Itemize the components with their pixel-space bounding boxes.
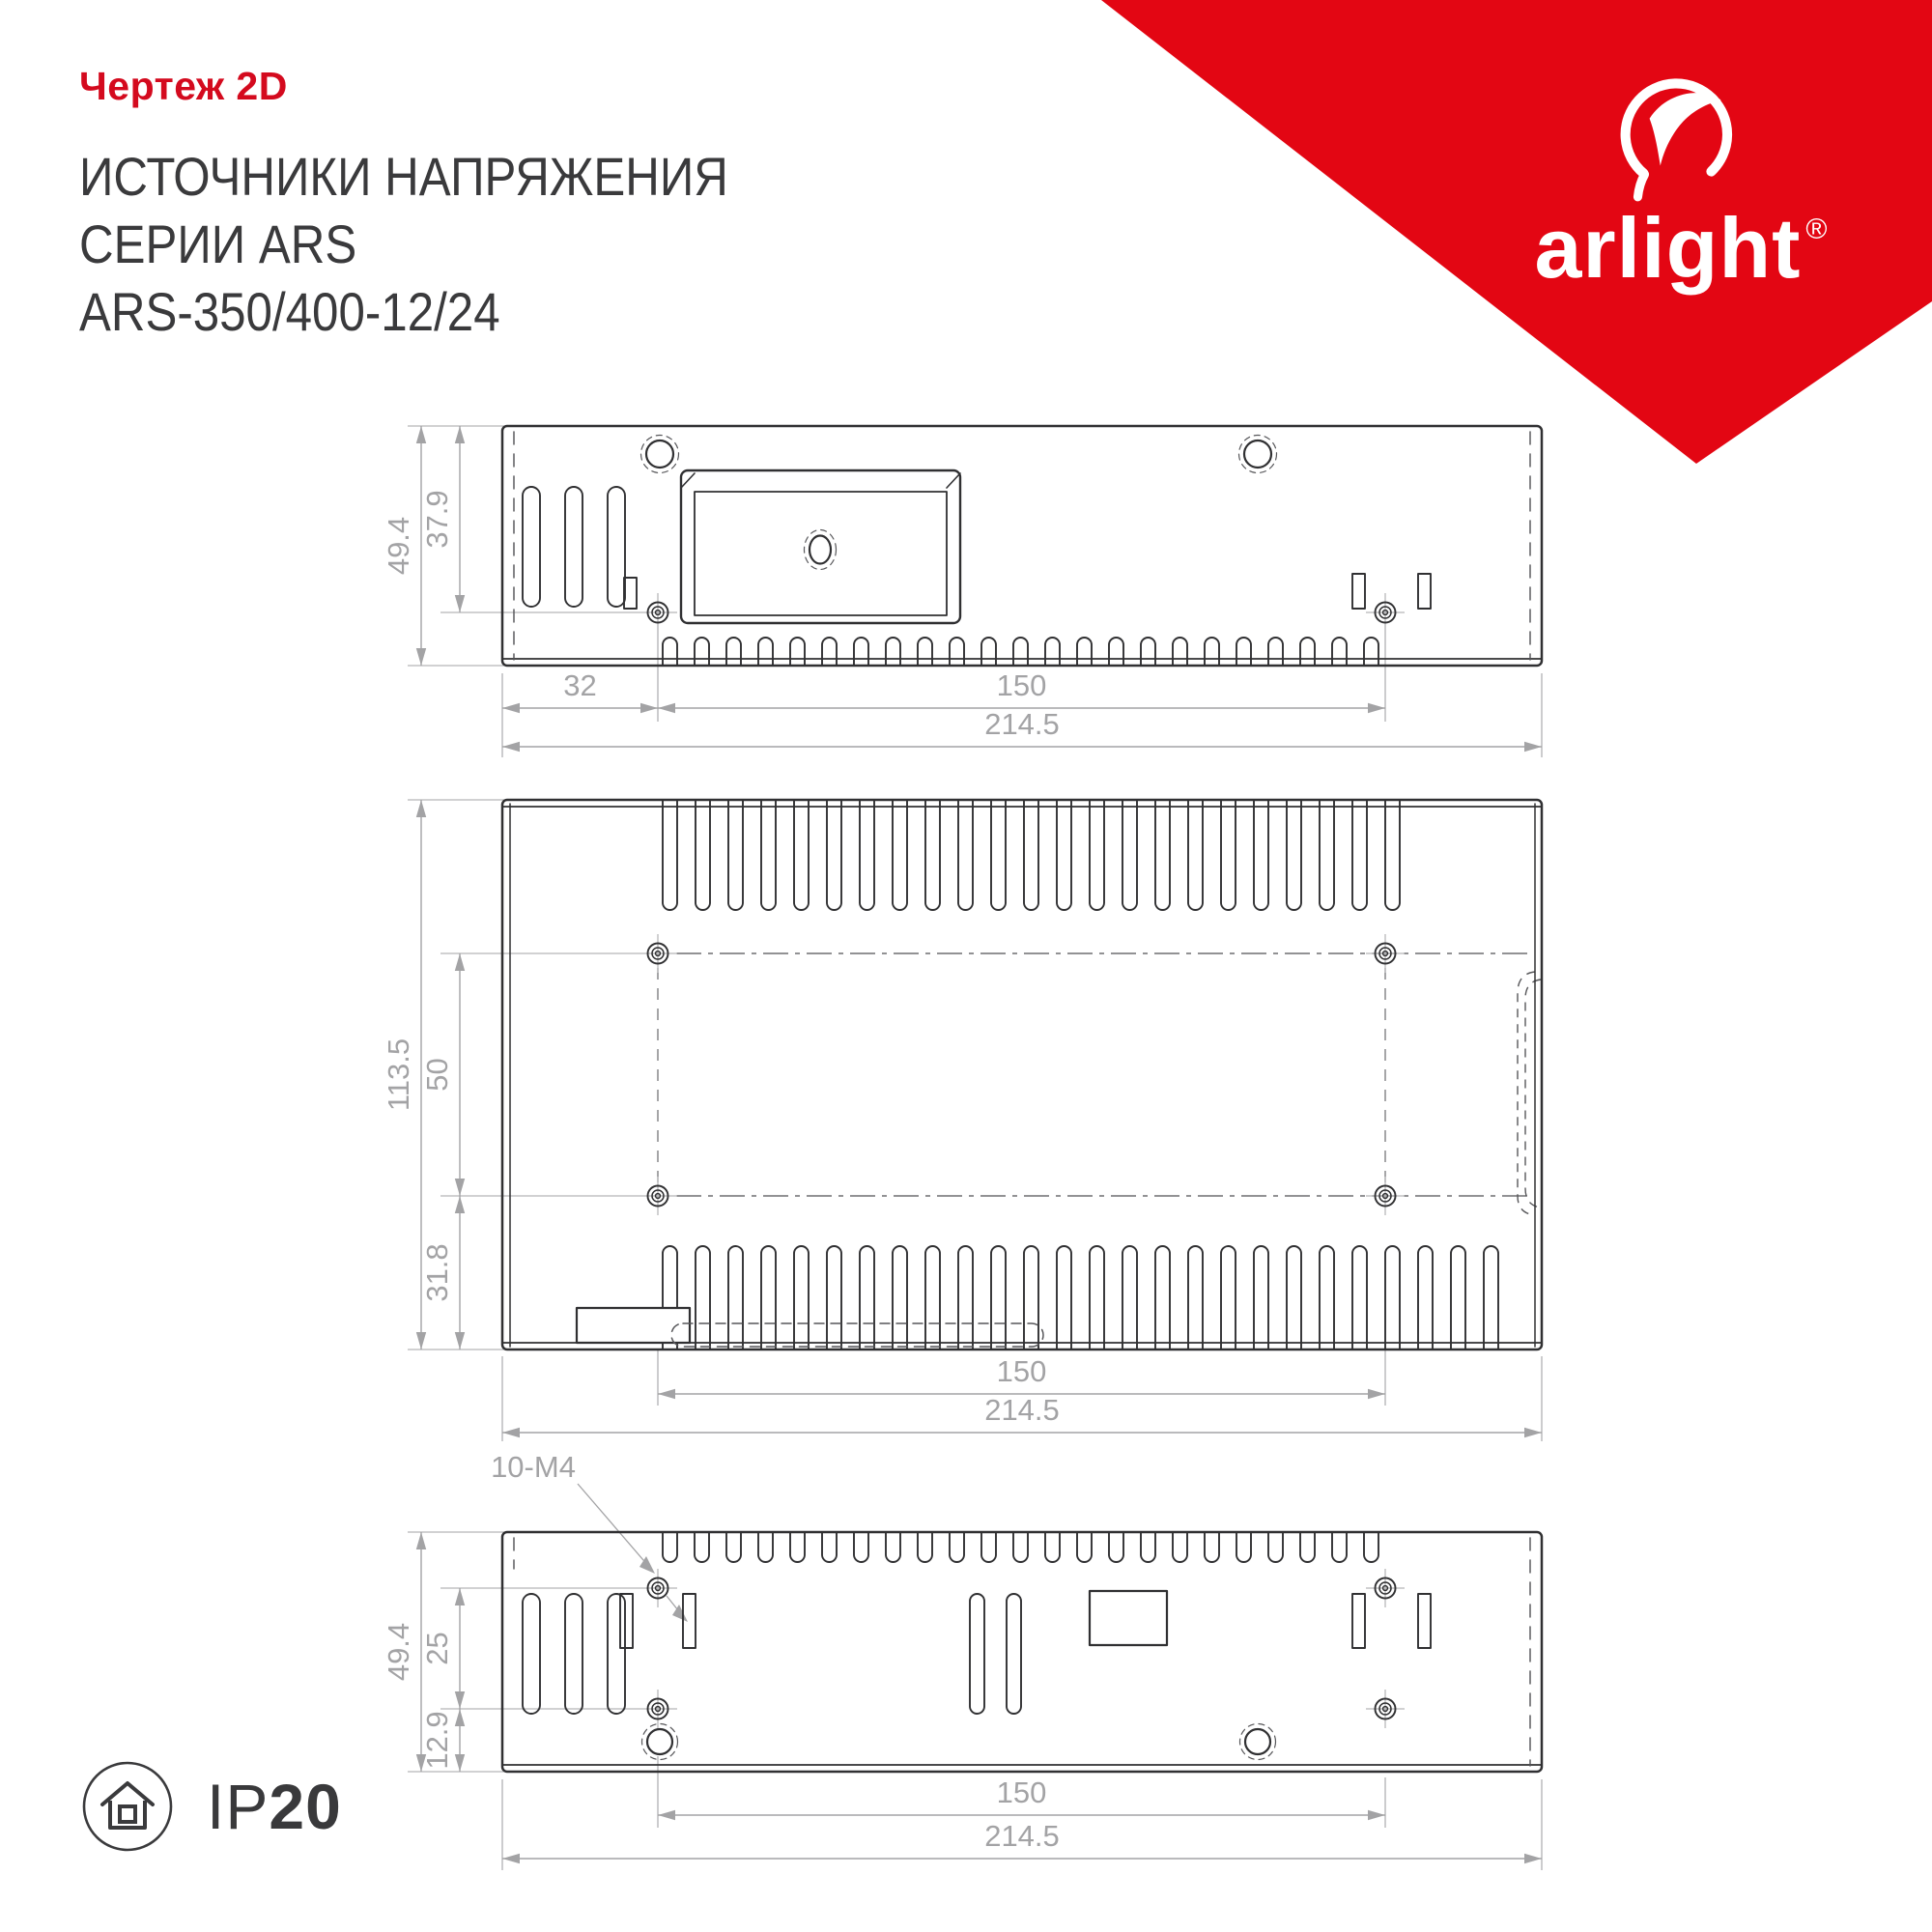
vent-slot [1109, 1533, 1123, 1562]
vent-slot [1109, 638, 1123, 665]
dim-top-height-outer: 49.4 [382, 516, 415, 576]
dim-bottom-hole-span: 150 [996, 1776, 1047, 1809]
vent-slot [726, 638, 741, 665]
vent-slot [1385, 801, 1400, 910]
mounting-hole [641, 436, 679, 473]
vent-slot [970, 1594, 984, 1714]
vent-slot [854, 1533, 868, 1562]
vent-slot [790, 638, 805, 665]
vent-slot [761, 1246, 776, 1349]
vent-slot [822, 638, 837, 665]
vent-slot [523, 1594, 540, 1714]
vent-slot [663, 801, 677, 910]
vent-slot [1418, 1246, 1433, 1349]
vent-slot [1057, 801, 1071, 910]
dim-front-width-total: 214.5 [984, 1393, 1060, 1427]
vent-slot [1221, 801, 1236, 910]
drawing-type-label: Чертеж 2D [79, 64, 288, 108]
vent-slot [1364, 638, 1378, 665]
vent-slot [991, 1246, 1006, 1349]
vent-slot [1188, 801, 1203, 910]
vent-slot [761, 801, 776, 910]
vent-slot [1205, 638, 1219, 665]
vent-slot [794, 801, 809, 910]
vent-slot [950, 638, 964, 665]
vent-slot [1188, 1246, 1203, 1349]
vent-slot [696, 801, 710, 910]
ip-rating-label [207, 1770, 342, 1843]
vent-slot [565, 1594, 582, 1714]
vent-slot [1122, 1246, 1137, 1349]
vent-slot [950, 1533, 964, 1562]
vent-slot [1352, 801, 1367, 910]
vent-slot [1155, 801, 1170, 910]
vent-slot [1173, 638, 1187, 665]
dim-top-offset-left: 32 [563, 668, 597, 702]
vent-slot [886, 1533, 900, 1562]
vent-slot [1320, 1246, 1334, 1349]
vent-slot [1077, 1533, 1092, 1562]
vent-slot [726, 1533, 741, 1562]
vent-slot [1254, 1246, 1268, 1349]
vent-slot [1300, 1533, 1315, 1562]
vent-slot [958, 801, 973, 910]
vent-slot [1045, 638, 1060, 665]
vent-slot [1090, 1246, 1104, 1349]
vent-slot [790, 1533, 805, 1562]
vent-slot [794, 1246, 809, 1349]
vent-slot [1013, 1533, 1028, 1562]
vent-slot [758, 1533, 773, 1562]
vent-slot [696, 1246, 710, 1349]
vent-slot [1205, 1533, 1219, 1562]
dim-top-hole-span: 150 [996, 668, 1047, 702]
vent-slot [822, 1533, 837, 1562]
mounting-hole [1240, 1724, 1276, 1760]
vent-slot [886, 638, 900, 665]
mounting-hole [642, 1724, 678, 1760]
vent-slot [1332, 638, 1347, 665]
brand-name: arlight [1534, 200, 1802, 296]
title-line-2: СЕРИИ ARS [79, 213, 357, 274]
vent-slot [1024, 801, 1038, 910]
dimension-linework [408, 426, 1542, 1870]
vent-slot [565, 487, 582, 607]
mounting-hole [1239, 436, 1277, 473]
dim-front-hole-span: 150 [996, 1354, 1047, 1388]
vent-slot [854, 638, 868, 665]
vent-slot [523, 487, 540, 607]
dim-bottom-height-outer: 49.4 [382, 1622, 415, 1682]
vent-slot [981, 638, 996, 665]
ip-value: 20 [269, 1771, 342, 1842]
dimension-labels [382, 490, 1060, 1853]
dim-front-offset-bottom: 31.8 [420, 1243, 454, 1302]
vent-slot [1236, 638, 1251, 665]
vent-slot [925, 801, 940, 910]
vent-slot [1122, 801, 1137, 910]
vent-slot [991, 801, 1006, 910]
vent-slot [1268, 638, 1283, 665]
vent-slot [663, 638, 677, 665]
vent-slot [608, 487, 625, 607]
dim-front-height-outer: 113.5 [382, 1037, 415, 1112]
vent-slot [1320, 801, 1334, 910]
vent-slot [918, 638, 932, 665]
vent-slot [1268, 1533, 1283, 1562]
vent-slot [1045, 1533, 1060, 1562]
title-line-1: ИСТОЧНИКИ НАПРЯЖЕНИЯ [79, 146, 728, 207]
vent-slot [1141, 638, 1155, 665]
thread-spec-label: 10-M4 [491, 1450, 576, 1484]
vent-slot [1352, 1246, 1367, 1349]
vent-slot [1385, 1246, 1400, 1349]
vent-slot [1077, 638, 1092, 665]
vent-slot [728, 1246, 743, 1349]
ip-rating-badge [81, 1760, 342, 1853]
vent-slot [893, 801, 907, 910]
vent-slot [1287, 1246, 1301, 1349]
vent-slot [1155, 1246, 1170, 1349]
vent-slot [1024, 1246, 1038, 1349]
vent-slot [1141, 1533, 1155, 1562]
vent-slot [958, 1246, 973, 1349]
vent-slot [1332, 1533, 1347, 1562]
vent-slot [1221, 1246, 1236, 1349]
vent-slot [1254, 801, 1268, 910]
vent-slot [893, 1246, 907, 1349]
vent-slot [827, 1246, 841, 1349]
vent-slot [695, 1533, 709, 1562]
vent-slot [1013, 638, 1028, 665]
vent-slot [918, 1533, 932, 1562]
dim-bottom-hole-span-vertical: 25 [420, 1632, 454, 1665]
dim-front-hole-span-vertical: 50 [420, 1058, 454, 1092]
ip-prefix: IP [207, 1771, 270, 1842]
dim-bottom-width-total: 214.5 [984, 1819, 1060, 1853]
vent-slot [663, 1533, 677, 1562]
vent-slot [695, 638, 709, 665]
vent-slot [608, 1594, 625, 1714]
vent-slot [1364, 1533, 1378, 1562]
vent-slot [758, 638, 773, 665]
vent-slot [1300, 638, 1315, 665]
vent-slot [728, 801, 743, 910]
vent-slot [1173, 1533, 1187, 1562]
vent-slot [1451, 1246, 1465, 1349]
dim-top-height-inner: 37.9 [420, 490, 454, 549]
vent-slot [860, 801, 874, 910]
vent-slot [1236, 1533, 1251, 1562]
vent-slot [1090, 801, 1104, 910]
house-in-circle-icon [81, 1760, 174, 1853]
vent-slot [1287, 801, 1301, 910]
vent-slot [1007, 1594, 1021, 1714]
vent-slot [925, 1246, 940, 1349]
vent-slot [1484, 1246, 1498, 1349]
vent-slot [981, 1533, 996, 1562]
vent-slot [1057, 1246, 1071, 1349]
vent-slot [827, 801, 841, 910]
registered-mark: ® [1805, 213, 1829, 245]
title-line-3: ARS-350/400-12/24 [79, 281, 500, 342]
dim-top-width-total: 214.5 [984, 707, 1060, 741]
dim-bottom-offset-bottom: 12.9 [420, 1711, 454, 1770]
vent-slot [860, 1246, 874, 1349]
